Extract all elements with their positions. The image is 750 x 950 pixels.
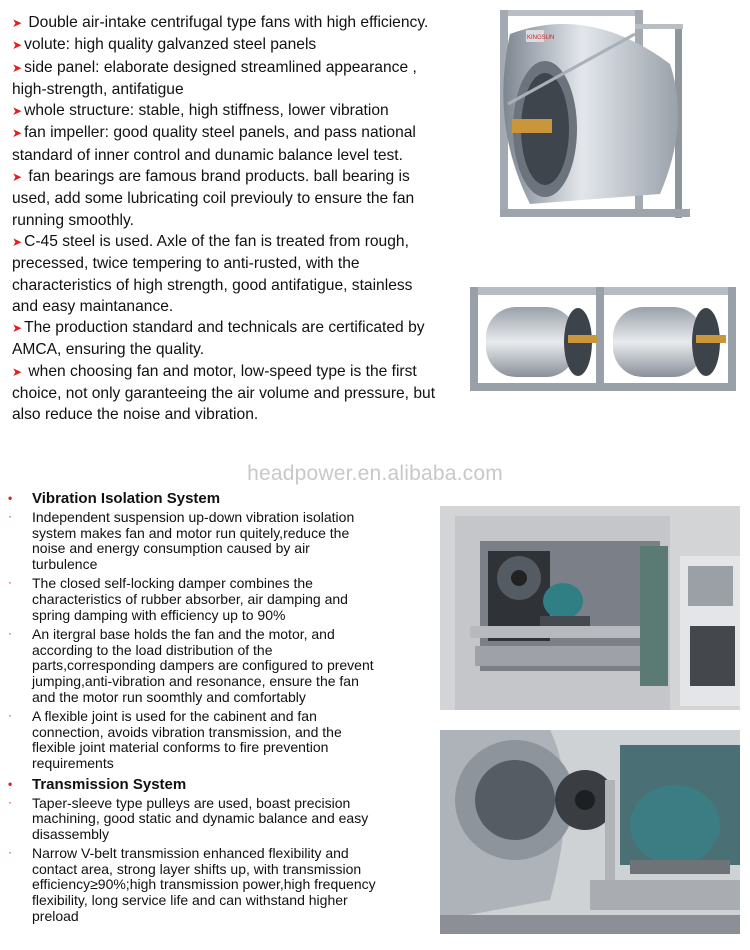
bullet-icon: · bbox=[8, 575, 12, 590]
list-item: · Taper-sleeve type pulleys are used, boast precision machining, good static and dynamic balance and easy disassembly bbox=[8, 794, 369, 842]
arrow-icon: ➤ bbox=[12, 126, 23, 141]
section-heading-transmission: • Transmission System bbox=[8, 775, 187, 793]
bullet-icon: · bbox=[8, 794, 12, 809]
feature-item: ➤ side panel: elaborate designed streamlined appearance , high-strength, antifatigue bbox=[12, 58, 417, 98]
list-item: · An itergral base holds the fan and the motor, and according to the load distribution of the parts,corresponding dampers are configured to prevent jumping,anti-vibration and resonance, ensure the fan and the motor run soomthly and comfortably bbox=[8, 626, 374, 705]
section-heading-vibration: • Vibration Isolation System bbox=[8, 490, 221, 507]
motor-pulley-photo bbox=[440, 730, 740, 934]
systems-description bbox=[8, 490, 378, 928]
cabinet-fan-photo bbox=[440, 506, 740, 710]
feature-item: ➤ when choosing fan and motor, low-speed type is the first choice, not only garanteeing the air volume and pressure, but also reduce the noise and vibration. bbox=[12, 362, 436, 424]
watermark: headpower.en.alibaba.com bbox=[247, 462, 503, 485]
feature-item: ➤ volute: high quality galvanzed steel panels bbox=[12, 36, 317, 54]
arrow-icon: ➤ bbox=[12, 60, 23, 75]
arrow-icon: ➤ bbox=[12, 364, 23, 379]
feature-item: ➤ whole structure: stable, high stiffness, lower vibration bbox=[12, 102, 389, 120]
bullet-icon: · bbox=[8, 509, 12, 523]
single-fan-photo bbox=[470, 4, 710, 234]
feature-item: ➤ fan bearings are famous brand products. ball bearing is used, add some lubricating coil previouly to ensure the fan running smoothly. bbox=[12, 168, 415, 229]
feature-item: ➤ The production standard and technicals are certificated by AMCA, ensuring the quality. bbox=[12, 319, 425, 359]
arrow-icon: ➤ bbox=[12, 170, 23, 185]
arrow-icon: ➤ bbox=[12, 16, 23, 30]
list-item: · Narrow V-belt transmission enhanced flexibility and contact area, strong layer shifts up, with transmission efficiency≥90%;high transmission power,high frequency flexibility, long service life and can withstand higher preload bbox=[8, 845, 376, 924]
arrow-icon: ➤ bbox=[12, 234, 23, 249]
feature-list bbox=[12, 12, 440, 426]
bullet-icon: · bbox=[8, 626, 12, 641]
twin-fan-photo bbox=[468, 285, 740, 395]
feature-item: ➤ fan impeller: good quality steel panels, and pass national standard of inner control and dunamic balance level test. bbox=[12, 124, 416, 164]
bullet-icon: • bbox=[8, 491, 13, 505]
list-item: · Independent suspension up-down vibration isolation system makes fan and motor run quitely,reduce the noise and energy consumption caused by air turbulence bbox=[8, 509, 355, 572]
list-item: · The closed self-locking damper combines the characteristics of rubber absorber, air damping and spring damping with efficiency up to 90% bbox=[8, 575, 348, 623]
feature-item: ➤ Double air-intake centrifugal type fans with high efficiency. bbox=[12, 14, 429, 31]
brand-label: KINGSUN bbox=[527, 35, 555, 41]
bullet-icon: · bbox=[8, 708, 12, 723]
bullet-icon: · bbox=[8, 845, 12, 860]
arrow-icon: ➤ bbox=[12, 104, 23, 119]
feature-item: ➤ C-45 steel is used. Axle of the fan is treated from rough, precessed, twice tempering to anti-rusted, with the characteristics of high strength, good antifatigue, stainless and easy maintanance. bbox=[12, 232, 413, 315]
arrow-icon: ➤ bbox=[12, 321, 23, 336]
arrow-icon: ➤ bbox=[12, 38, 23, 53]
bullet-icon: • bbox=[8, 776, 13, 791]
list-item: · A flexible joint is used for the cabinent and fan connection, avoids vibration transmission, and the flexible joint material conforms to fire prevention requirements bbox=[8, 708, 342, 771]
